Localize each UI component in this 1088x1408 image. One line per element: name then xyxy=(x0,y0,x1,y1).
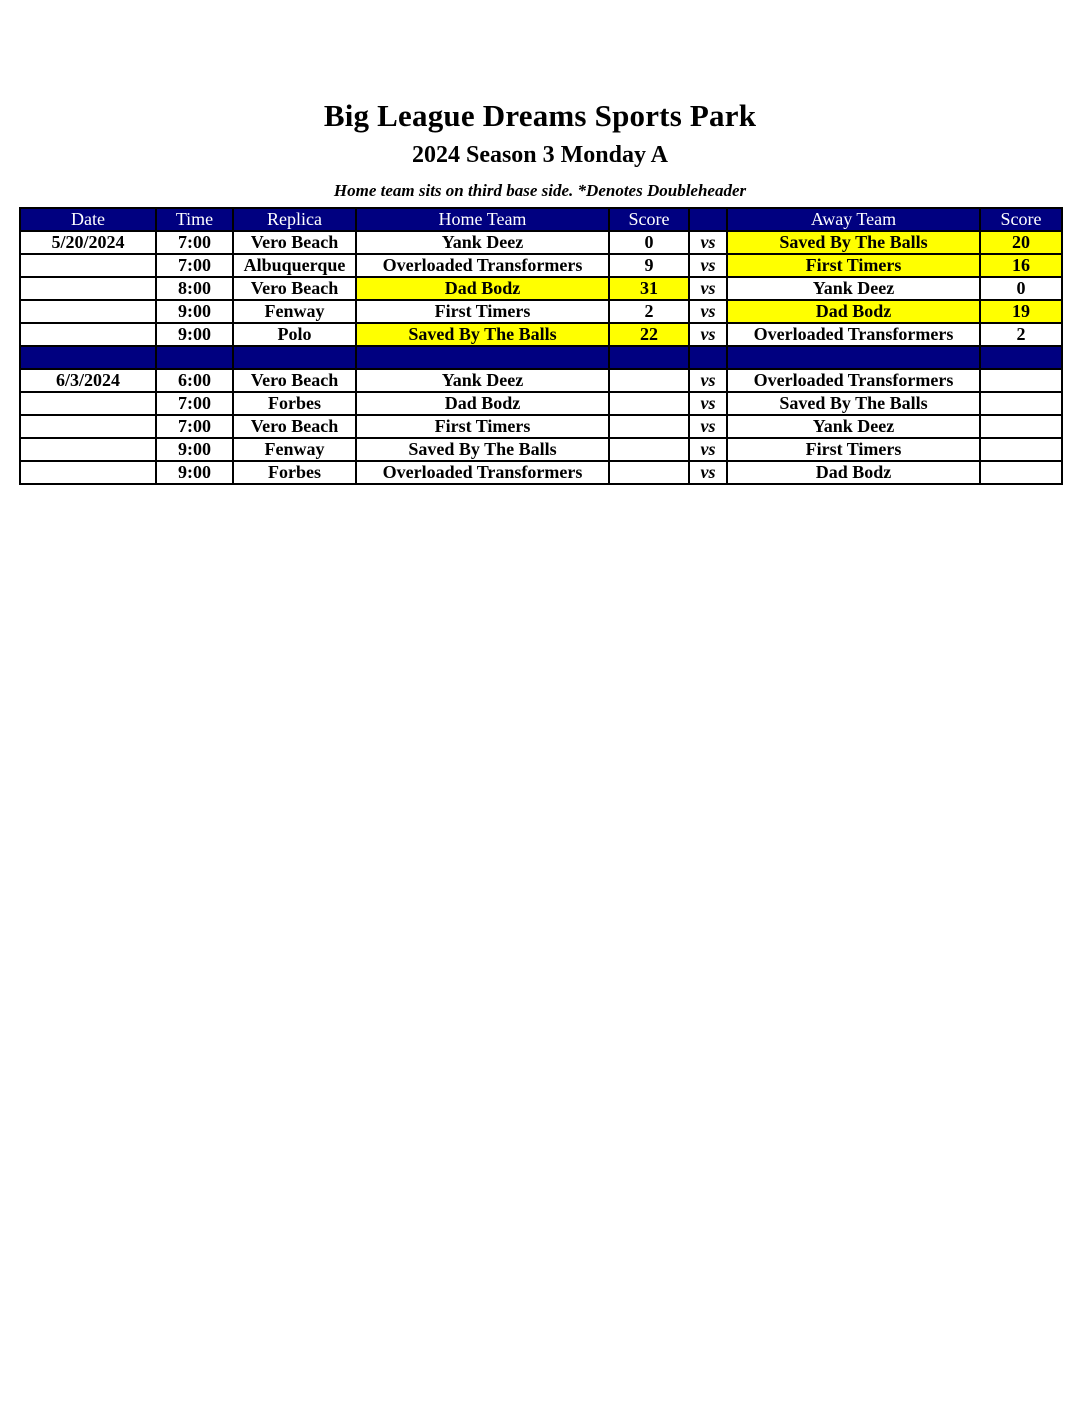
schedule-table xyxy=(19,207,1063,485)
schedule-note: Home team sits on third base side. *Denotes Doubleheader xyxy=(333,181,747,200)
game-date xyxy=(20,438,156,461)
table-row xyxy=(20,323,1062,346)
col-header-home-team: Home Team xyxy=(356,208,609,231)
vs-label: vs xyxy=(689,277,727,300)
home-team: First Timers xyxy=(356,415,609,438)
table-row xyxy=(20,300,1062,323)
away-team: Yank Deez xyxy=(727,277,980,300)
col-header-time: Time xyxy=(156,208,233,231)
home-score xyxy=(609,438,689,461)
home-score: 22 xyxy=(609,323,689,346)
home-score xyxy=(609,461,689,484)
game-date xyxy=(20,392,156,415)
game-time: 7:00 xyxy=(156,231,233,254)
table-row xyxy=(20,461,1062,484)
col-header-vs xyxy=(689,208,727,231)
home-score: 0 xyxy=(609,231,689,254)
home-score xyxy=(609,369,689,392)
game-date xyxy=(20,300,156,323)
home-team: Overloaded Transformers xyxy=(356,254,609,277)
game-replica: Vero Beach xyxy=(233,415,356,438)
vs-label: vs xyxy=(689,300,727,323)
vs-label: vs xyxy=(689,392,727,415)
away-score xyxy=(980,415,1062,438)
col-header-away-score: Score xyxy=(980,208,1062,231)
away-score: 19 xyxy=(980,300,1062,323)
game-time: 9:00 xyxy=(156,461,233,484)
away-score: 16 xyxy=(980,254,1062,277)
away-team: Yank Deez xyxy=(727,415,980,438)
away-team: Overloaded Transformers xyxy=(727,323,980,346)
game-replica: Vero Beach xyxy=(233,369,356,392)
home-team: Saved By The Balls xyxy=(356,323,609,346)
game-date xyxy=(20,323,156,346)
table-row xyxy=(20,415,1062,438)
away-team: Saved By The Balls xyxy=(727,392,980,415)
game-time: 8:00 xyxy=(156,277,233,300)
away-team: First Timers xyxy=(727,438,980,461)
table-row xyxy=(20,392,1062,415)
game-time: 6:00 xyxy=(156,369,233,392)
away-team: Overloaded Transformers xyxy=(727,369,980,392)
game-date xyxy=(20,254,156,277)
table-row xyxy=(20,231,1062,254)
away-team: Dad Bodz xyxy=(727,300,980,323)
home-score: 9 xyxy=(609,254,689,277)
game-replica: Vero Beach xyxy=(233,231,356,254)
page-title: Big League Dreams Sports Park xyxy=(323,98,757,133)
game-time: 7:00 xyxy=(156,254,233,277)
away-team: First Timers xyxy=(727,254,980,277)
table-row xyxy=(20,369,1062,392)
away-team: Saved By The Balls xyxy=(727,231,980,254)
col-header-home-score: Score xyxy=(609,208,689,231)
game-replica: Fenway xyxy=(233,438,356,461)
away-score xyxy=(980,461,1062,484)
game-time: 7:00 xyxy=(156,392,233,415)
vs-label: vs xyxy=(689,323,727,346)
col-header-replica: Replica xyxy=(233,208,356,231)
game-date: 5/20/2024 xyxy=(20,231,156,254)
game-replica: Forbes xyxy=(233,392,356,415)
vs-label: vs xyxy=(689,369,727,392)
home-team: First Timers xyxy=(356,300,609,323)
home-team: Yank Deez xyxy=(356,369,609,392)
vs-label: vs xyxy=(689,461,727,484)
vs-label: vs xyxy=(689,415,727,438)
vs-label: vs xyxy=(689,254,727,277)
table-row xyxy=(20,438,1062,461)
home-team: Dad Bodz xyxy=(356,392,609,415)
vs-label: vs xyxy=(689,438,727,461)
game-replica: Polo xyxy=(233,323,356,346)
away-score xyxy=(980,392,1062,415)
game-time: 9:00 xyxy=(156,300,233,323)
home-team: Overloaded Transformers xyxy=(356,461,609,484)
game-replica: Forbes xyxy=(233,461,356,484)
game-date: 6/3/2024 xyxy=(20,369,156,392)
table-header-row xyxy=(20,208,1062,231)
game-replica: Albuquerque xyxy=(233,254,356,277)
home-score xyxy=(609,415,689,438)
home-score: 2 xyxy=(609,300,689,323)
home-team: Yank Deez xyxy=(356,231,609,254)
week-separator-row xyxy=(20,346,1062,369)
away-score xyxy=(980,369,1062,392)
table-row xyxy=(20,254,1062,277)
page-subtitle: 2024 Season 3 Monday A xyxy=(411,142,669,168)
game-date xyxy=(20,461,156,484)
home-score xyxy=(609,392,689,415)
game-replica: Fenway xyxy=(233,300,356,323)
game-date xyxy=(20,277,156,300)
game-time: 9:00 xyxy=(156,323,233,346)
col-header-away-team: Away Team xyxy=(727,208,980,231)
away-score: 2 xyxy=(980,323,1062,346)
away-score xyxy=(980,438,1062,461)
game-time: 9:00 xyxy=(156,438,233,461)
game-time: 7:00 xyxy=(156,415,233,438)
away-team: Dad Bodz xyxy=(727,461,980,484)
vs-label: vs xyxy=(689,231,727,254)
away-score: 20 xyxy=(980,231,1062,254)
game-date xyxy=(20,415,156,438)
table-row xyxy=(20,277,1062,300)
home-score: 31 xyxy=(609,277,689,300)
away-score: 0 xyxy=(980,277,1062,300)
home-team: Dad Bodz xyxy=(356,277,609,300)
col-header-date: Date xyxy=(20,208,156,231)
home-team: Saved By The Balls xyxy=(356,438,609,461)
game-replica: Vero Beach xyxy=(233,277,356,300)
